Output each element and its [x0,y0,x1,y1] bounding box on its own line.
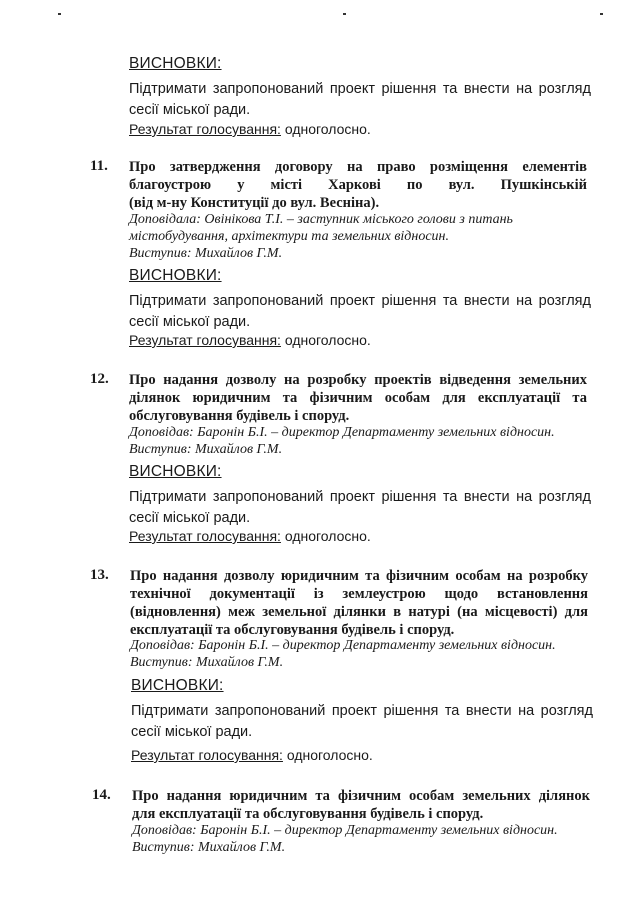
conclusions-heading: ВИСНОВКИ: [129,463,222,480]
conclusion-text: Підтримати запропонований проект рішення та внести на розгляд сесії міської ради. [129,293,591,330]
title-line: технічної документації із землеустрою щодо встановлення [130,586,588,602]
speaker-line: Доповідав: Баронін Б.І. – директор Департаменту земельних відносин. [130,638,556,653]
item-number: 11. [90,158,108,174]
vote-result [129,121,371,137]
title-line: благоустрою у місті Харкові по вул. Пушкінській [129,177,587,193]
spoke-line: Виступив: Михайлов Г.М. [129,442,283,457]
title-line: ділянок юридичним та фізичним особам для експлуатації та [129,390,587,406]
title-line: Про надання дозволу на розробку проектів відведення земельних [129,372,587,388]
title-line: Про надання юридичним та фізичним особам земельних ділянок [132,788,590,804]
conclusion-text: Підтримати запропонований проект рішення та внести на розгляд сесії міської ради. [131,703,593,740]
title-line: (від м-ну Конституції до вул. Весніна). [129,195,380,211]
vote-label: Результат голосування: [131,747,283,763]
title-line: обслуговування будівель і споруд. [129,408,350,424]
spoke-line: Виступив: Михайлов Г.М. [129,246,283,261]
title-line: (відновлення) меж земельної ділянки в натурі (на місцевості) для [130,604,588,620]
item-title [130,567,588,639]
conclusion-block [129,55,222,73]
scan-mark [343,13,346,15]
item-title [129,371,587,425]
vote-label: Результат голосування: [129,332,281,348]
vote-result [131,747,373,763]
speaker-line: Доповідала: Овінікова Т.І. – заступник міського голови з питань містобудування, архітектури та земельних відносин. [129,212,513,244]
item-title [132,787,590,823]
conclusion-text: Підтримати запропонований проект рішення та внести на розгляд сесії міської ради. [129,489,591,526]
spoke-line: Виступив: Михайлов Г.М. [130,655,284,670]
conclusion-text: Підтримати запропонований проект рішення та внести на розгляд сесії міської ради. [129,81,591,118]
title-line: експлуатації та обслуговування будівель і споруд. [130,622,455,638]
conclusions-heading: ВИСНОВКИ: [131,677,224,694]
item-title [129,158,587,212]
title-line: Про надання дозволу юридичним та фізичним особам на розробку [130,568,588,584]
scan-mark [600,13,603,15]
vote-label: Результат голосування: [129,121,281,137]
title-line: Про затвердження договору на право розміщення елементів [129,159,587,175]
vote-value: одноголосно. [280,121,371,137]
vote-result [129,332,371,348]
spoke-line: Виступив: Михайлов Г.М. [132,840,286,855]
title-line: для експлуатації та обслуговування будівель і споруд. [132,806,484,822]
vote-label: Результат голосування: [129,528,281,544]
vote-value: одноголосно. [282,747,373,763]
vote-result [129,528,371,544]
item-number: 14. [92,787,111,803]
conclusions-heading: ВИСНОВКИ: [129,55,222,72]
vote-value: одноголосно. [280,332,371,348]
speaker-line: Доповідав: Баронін Б.І. – директор Департаменту земельних відносин. [129,425,555,440]
scan-mark [58,13,61,15]
vote-value: одноголосно. [280,528,371,544]
item-number: 12. [90,371,109,387]
conclusions-heading: ВИСНОВКИ: [129,267,222,284]
item-number: 13. [90,567,109,583]
speaker-line: Доповідав: Баронін Б.І. – директор Департаменту земельних відносин. [132,823,558,838]
